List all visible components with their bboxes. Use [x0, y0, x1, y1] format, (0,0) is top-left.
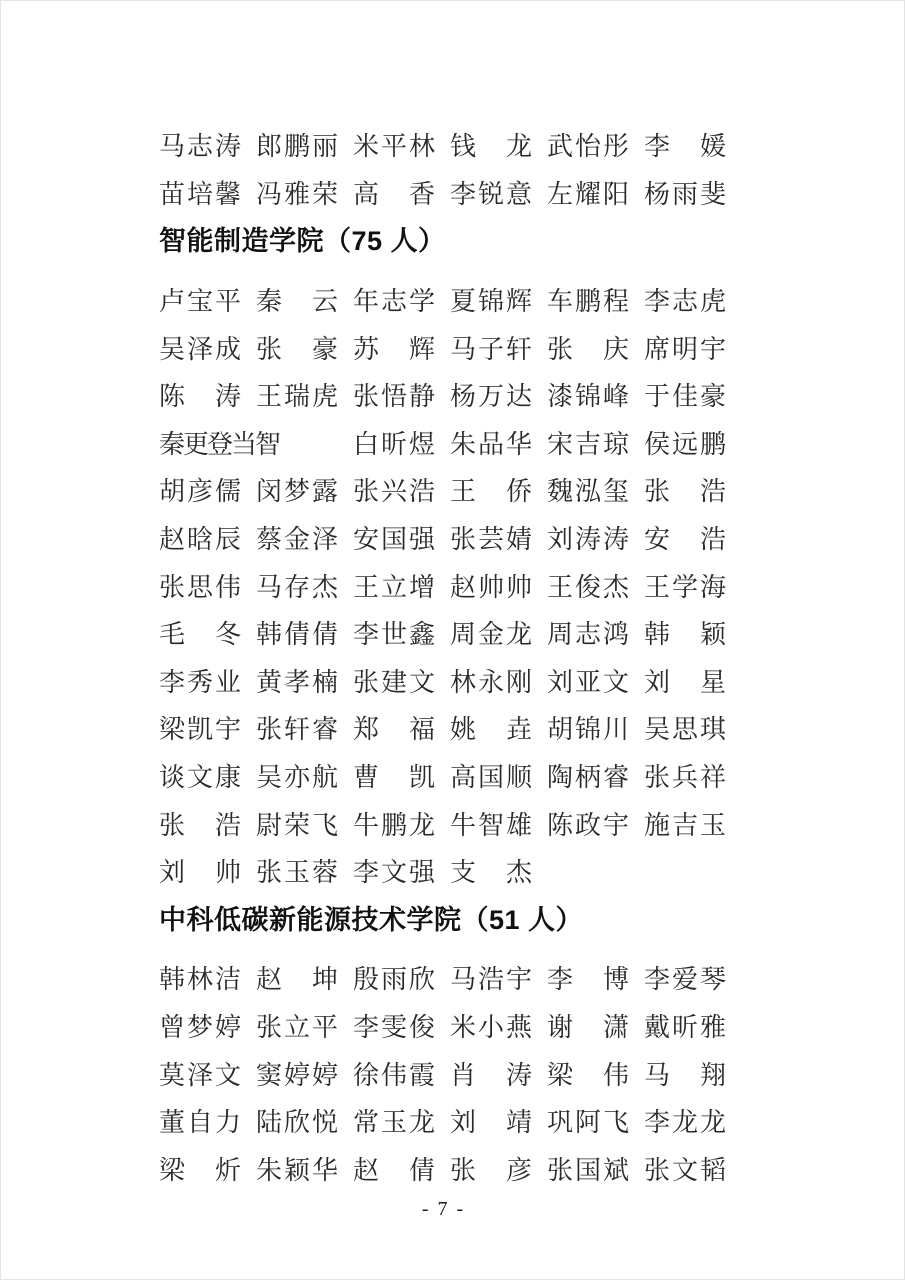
section-heading: 中科低碳新能源技术学院（51 人） [159, 904, 584, 935]
student-name: 夏 锦 辉 [450, 287, 532, 317]
student-name: 张 芸 婧 [450, 525, 532, 555]
student-name: 张 悟 静 [353, 382, 435, 412]
student-name: 朱 品 华 [450, 429, 532, 459]
student-name: 张 立 平 [256, 1012, 338, 1042]
student-name: 赵 坤 [256, 965, 338, 995]
student-name: 张 兴 浩 [353, 477, 435, 507]
student-name: 王 瑞 虎 [256, 382, 338, 412]
name-row [159, 799, 904, 847]
student-name: 米 平 林 [353, 132, 435, 162]
student-name: 梁 伟 [547, 1060, 629, 1090]
name-row [159, 1002, 904, 1050]
student-name: 肖 涛 [450, 1060, 532, 1090]
student-name: 郑 福 [353, 715, 435, 745]
student-name: 漆 锦 峰 [547, 382, 629, 412]
name-row [159, 169, 904, 217]
student-name: 蔡 金 泽 [256, 525, 338, 555]
student-name: 李 媛 [644, 132, 726, 162]
student-name: 米 小 燕 [450, 1012, 532, 1042]
name-row [159, 121, 904, 169]
name-row [159, 514, 904, 562]
student-name: 毛 冬 [159, 620, 241, 650]
student-name: 赵 晗 辰 [159, 525, 241, 555]
student-name: 刘 涛 涛 [547, 525, 629, 555]
student-name: 车 鹏 程 [547, 287, 629, 317]
student-name: 韩 倩 倩 [256, 620, 338, 650]
name-row [159, 371, 904, 419]
student-name: 吴 思 琪 [644, 715, 726, 745]
student-name: 张 文 韬 [644, 1155, 726, 1185]
student-name: 董 自 力 [159, 1108, 241, 1138]
student-name: 于 佳 豪 [644, 382, 726, 412]
student-name: 李 文 强 [353, 858, 435, 888]
student-name: 曾 梦 婷 [159, 1012, 241, 1042]
student-name: 马 子 轩 [450, 334, 532, 364]
student-name: 张 兵 祥 [644, 763, 726, 793]
student-name: 牛 智 雄 [450, 810, 532, 840]
student-name: 尉 荣 飞 [256, 810, 338, 840]
student-name: 席 明 宇 [644, 334, 726, 364]
section-heading: 智能制造学院（75 人） [159, 226, 446, 257]
name-row [159, 1049, 904, 1097]
student-name: 施 吉 玉 [644, 810, 726, 840]
student-name: 窦 婷 婷 [256, 1060, 338, 1090]
student-name: 张 轩 睿 [256, 715, 338, 745]
student-name: 李 龙 龙 [644, 1108, 726, 1138]
student-name: 陆 欣 悦 [256, 1108, 338, 1138]
student-name: 苏 辉 [353, 334, 435, 364]
student-name: 周 金 龙 [450, 620, 532, 650]
student-name: 张 浩 [644, 477, 726, 507]
student-name: 常 玉 龙 [353, 1108, 435, 1138]
student-name: 闵 梦 露 [256, 477, 338, 507]
student-name: 杨 万 达 [450, 382, 532, 412]
student-name: 王 俊 杰 [547, 572, 629, 602]
student-name: 谈 文 康 [159, 763, 241, 793]
student-name: 魏 泓 玺 [547, 477, 629, 507]
student-name: 秦更登当智 [159, 429, 280, 459]
name-row [159, 704, 904, 752]
student-name: 张 彦 [450, 1155, 532, 1185]
student-name: 梁 炘 [159, 1155, 241, 1185]
student-name: 李 锐 意 [450, 179, 532, 209]
student-name: 王 学 海 [644, 572, 726, 602]
page-number: - 7 - [421, 1198, 466, 1220]
student-name: 苗 培 馨 [159, 179, 241, 209]
student-name: 曹 凯 [353, 763, 435, 793]
student-name: 刘 靖 [450, 1108, 532, 1138]
student-name: 秦 云 [256, 287, 338, 317]
student-name: 张 豪 [256, 334, 338, 364]
student-name: 莫 泽 文 [159, 1060, 241, 1090]
student-name: 马 浩 宇 [450, 965, 532, 995]
student-name: 刘 帅 [159, 858, 241, 888]
student-name: 陈 政 宇 [547, 810, 629, 840]
student-name: 李 爱 琴 [644, 965, 726, 995]
student-name: 李 博 [547, 965, 629, 995]
student-name: 李 志 虎 [644, 287, 726, 317]
student-name: 李 秀 业 [159, 667, 241, 697]
student-name: 张 玉 蓉 [256, 858, 338, 888]
student-name: 高 香 [353, 179, 435, 209]
student-name: 冯 雅 荣 [256, 179, 338, 209]
student-name: 钱 龙 [450, 132, 532, 162]
student-name: 年 志 学 [353, 287, 435, 317]
student-name: 徐 伟 霞 [353, 1060, 435, 1090]
name-list [159, 121, 904, 1192]
student-name: 吴 泽 成 [159, 334, 241, 364]
student-name: 杨 雨 斐 [644, 179, 726, 209]
student-name: 刘 亚 文 [547, 667, 629, 697]
student-name: 支 杰 [450, 858, 532, 888]
student-name: 周 志 鸿 [547, 620, 629, 650]
name-row [159, 276, 904, 324]
name-row [159, 419, 904, 467]
student-name: 胡 彦 儒 [159, 477, 241, 507]
student-name: 林 永 刚 [450, 667, 532, 697]
name-row [159, 466, 904, 514]
student-name: 王 侨 [450, 477, 532, 507]
student-name: 韩 林 洁 [159, 965, 241, 995]
student-name: 张 庆 [547, 334, 629, 364]
student-name: 李 雯 俊 [353, 1012, 435, 1042]
name-row [159, 561, 904, 609]
student-name: 朱 颖 华 [256, 1155, 338, 1185]
student-name: 刘 星 [644, 667, 726, 697]
student-name: 牛 鹏 龙 [353, 810, 435, 840]
student-name: 戴 昕 雅 [644, 1012, 726, 1042]
student-name: 张 思 伟 [159, 572, 241, 602]
student-name: 马 存 杰 [256, 572, 338, 602]
student-name: 安 国 强 [353, 525, 435, 555]
student-name: 卢 宝 平 [159, 287, 241, 317]
name-row [159, 752, 904, 800]
name-row [159, 847, 904, 895]
student-name: 马 志 涛 [159, 132, 241, 162]
student-name: 白 昕 煜 [353, 429, 435, 459]
name-row [159, 1097, 904, 1145]
student-name: 武 怡 彤 [547, 132, 629, 162]
student-name: 赵 帅 帅 [450, 572, 532, 602]
student-name: 谢 潇 [547, 1012, 629, 1042]
student-name: 高 国 顺 [450, 763, 532, 793]
student-name: 梁 凯 宇 [159, 715, 241, 745]
student-name: 马 翔 [644, 1060, 726, 1090]
student-name: 赵 倩 [353, 1155, 435, 1185]
student-name: 左 耀 阳 [547, 179, 629, 209]
student-name: 张 浩 [159, 810, 241, 840]
student-name: 陶 柄 睿 [547, 763, 629, 793]
student-name: 胡 锦 川 [547, 715, 629, 745]
student-name: 殷 雨 欣 [353, 965, 435, 995]
student-name: 张 国 斌 [547, 1155, 629, 1185]
student-name: 吴 亦 航 [256, 763, 338, 793]
student-name: 巩 阿 飞 [547, 1108, 629, 1138]
student-name: 李 世 鑫 [353, 620, 435, 650]
student-name: 安 浩 [644, 525, 726, 555]
name-row [159, 1144, 904, 1192]
student-name: 宋 吉 琼 [547, 429, 629, 459]
student-name: 姚 垚 [450, 715, 532, 745]
student-name: 郎 鹏 丽 [256, 132, 338, 162]
student-name: 王 立 增 [353, 572, 435, 602]
student-name: 张 建 文 [353, 667, 435, 697]
student-name: 侯 远 鹏 [644, 429, 726, 459]
name-row [159, 657, 904, 705]
name-row [159, 954, 904, 1002]
name-row [159, 323, 904, 371]
student-name: 韩 颖 [644, 620, 726, 650]
document-page [1, 1, 904, 1192]
student-name: 陈 涛 [159, 382, 241, 412]
name-row [159, 609, 904, 657]
student-name: 黄 孝 楠 [256, 667, 338, 697]
